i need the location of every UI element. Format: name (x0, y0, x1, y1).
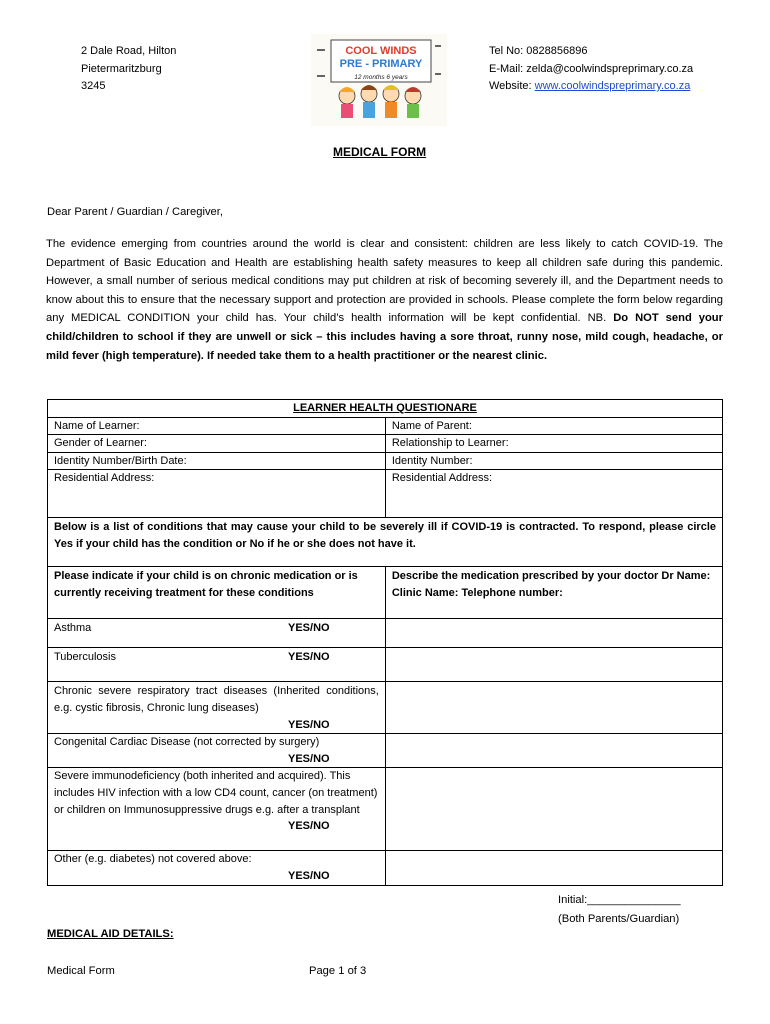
table-row (48, 682, 723, 734)
parent-name-field[interactable]: Name of Parent: (385, 417, 722, 435)
logo-text-line2: PRE - PRIMARY (339, 58, 423, 70)
medication-details-field[interactable] (385, 734, 722, 768)
page-number: Page 1 of 3 (309, 965, 367, 977)
table-row (48, 851, 723, 885)
table-row (48, 470, 723, 518)
condition-label: Asthma (54, 622, 92, 635)
condition-asthma (48, 619, 386, 648)
condition-column-header: Please indicate if your child is on chronic medication or is currently receiving treatment for these conditions (48, 567, 386, 619)
initial-subtext: (Both Parents/Guardian) (558, 913, 680, 925)
initial-block (558, 891, 681, 929)
email-address: E-Mail: zelda@coolwindspreprimary.co.za (489, 62, 694, 75)
condition-label: Other (e.g. diabetes) not covered above: (54, 853, 252, 866)
relationship-field[interactable]: Relationship to Learner: (385, 435, 722, 453)
yes-no-option[interactable]: YES/NO (288, 820, 330, 833)
logo-text-line1: COOL WINDS (345, 45, 417, 57)
page-title: MEDICAL FORM (333, 145, 427, 159)
medication-details-field[interactable] (385, 682, 722, 734)
medication-details-field[interactable] (385, 768, 722, 851)
initial-field[interactable]: Initial:_______________ (558, 894, 681, 906)
school-address (81, 43, 176, 96)
table-heading: LEARNER HEALTH QUESTIONARE (48, 400, 723, 418)
parent-address-field[interactable]: Residential Address: (385, 470, 722, 518)
learner-gender-field[interactable]: Gender of Learner: (48, 435, 386, 453)
intro-paragraph (46, 235, 723, 365)
condition-label: Chronic severe respiratory tract diseases (Inherited conditions, e.g. cystic fibrosis, Chronic lung diseases) (54, 685, 379, 714)
table-row (48, 768, 723, 851)
instructions-text: Below is a list of conditions that may cause your child to be severely ill if COVID-19 is contracted. To respond, please circle Yes if your child has the condition or No if he or she does not have it. (48, 518, 723, 567)
yes-no-option[interactable]: YES/NO (288, 651, 330, 664)
condition-cardiac (48, 734, 386, 768)
school-contact (489, 43, 693, 96)
address-line: Pietermaritzburg (81, 62, 162, 75)
instructions-row (48, 518, 723, 567)
yes-no-option[interactable]: YES/NO (288, 622, 330, 635)
condition-respiratory (48, 682, 386, 734)
yes-no-option[interactable]: YES/NO (288, 718, 330, 731)
medical-aid-heading: MEDICAL AID DETAILS: (47, 928, 174, 940)
medication-details-field[interactable] (385, 619, 722, 648)
condition-label: Tuberculosis (54, 651, 116, 664)
table-row (48, 734, 723, 768)
condition-immunodeficiency (48, 768, 386, 851)
intro-text: The evidence emerging from countries around the world is clear and consistent: children are less likely to catch COVID-19. The Department of Basic Education and Health are establishing health safety measures to keep all children safe during this pandemic. However, a small number of serious medical conditions may put children at risk of becoming severely ill, and the Department needs to know about this to ensure that the necessary support and protection are provided in schools. Please complete the form below regarding any MEDICAL CONDITION your child has. Your child’s health information will be kept confidential. NB. (46, 238, 723, 325)
table-row (48, 417, 723, 435)
yes-no-option[interactable]: YES/NO (288, 752, 330, 765)
condition-other (48, 851, 386, 885)
table-row (48, 648, 723, 682)
greeting: Dear Parent / Guardian / Caregiver, (47, 206, 223, 218)
logo-text-line3: 12 months 6 years (354, 74, 408, 81)
column-header-row (48, 567, 723, 619)
table-row (48, 619, 723, 648)
footer-title: Medical Form (47, 965, 115, 977)
table-heading-row (48, 400, 723, 418)
table-row (48, 435, 723, 453)
website-line (489, 78, 693, 96)
condition-label: Severe immunodeficiency (both inherited and acquired). This includes HIV infection with a low CD4 count, cancer (on treatment) or children on Immunosuppressive drugs e.g. after a transplant (54, 770, 378, 816)
parent-id-field[interactable]: Identity Number: (385, 452, 722, 470)
address-line: 2 Dale Road, Hilton (81, 45, 177, 57)
medication-column-header: Describe the medication prescribed by your doctor Dr Name: Clinic Name: Telephone number: (385, 567, 722, 619)
website-label: Website: (489, 80, 535, 92)
website-link[interactable]: www.coolwindspreprimary.co.za (534, 80, 691, 92)
medication-details-field[interactable] (385, 648, 722, 682)
school-logo (311, 34, 447, 126)
learner-address-field[interactable]: Residential Address: (48, 470, 386, 518)
yes-no-option[interactable]: YES/NO (288, 869, 330, 882)
learner-id-field[interactable]: Identity Number/Birth Date: (48, 452, 386, 470)
condition-label: Congenital Cardiac Disease (not corrected by surgery) (54, 736, 320, 749)
condition-tuberculosis (48, 648, 386, 682)
medication-details-field[interactable] (385, 851, 722, 885)
address-line: 3245 (81, 80, 106, 92)
phone-number: Tel No: 0828856896 (489, 45, 588, 57)
learner-name-field[interactable]: Name of Learner: (48, 417, 386, 435)
health-questionnaire-table (47, 399, 723, 886)
intro-warning: Do NOT send your child/children to school if they are unwell or sick – this includes having a sore throat, runny nose, mild cough, headache, or mild fever (high temperature). If needed take them to a health practitioner or the nearest clinic. (46, 312, 723, 362)
table-row (48, 452, 723, 470)
